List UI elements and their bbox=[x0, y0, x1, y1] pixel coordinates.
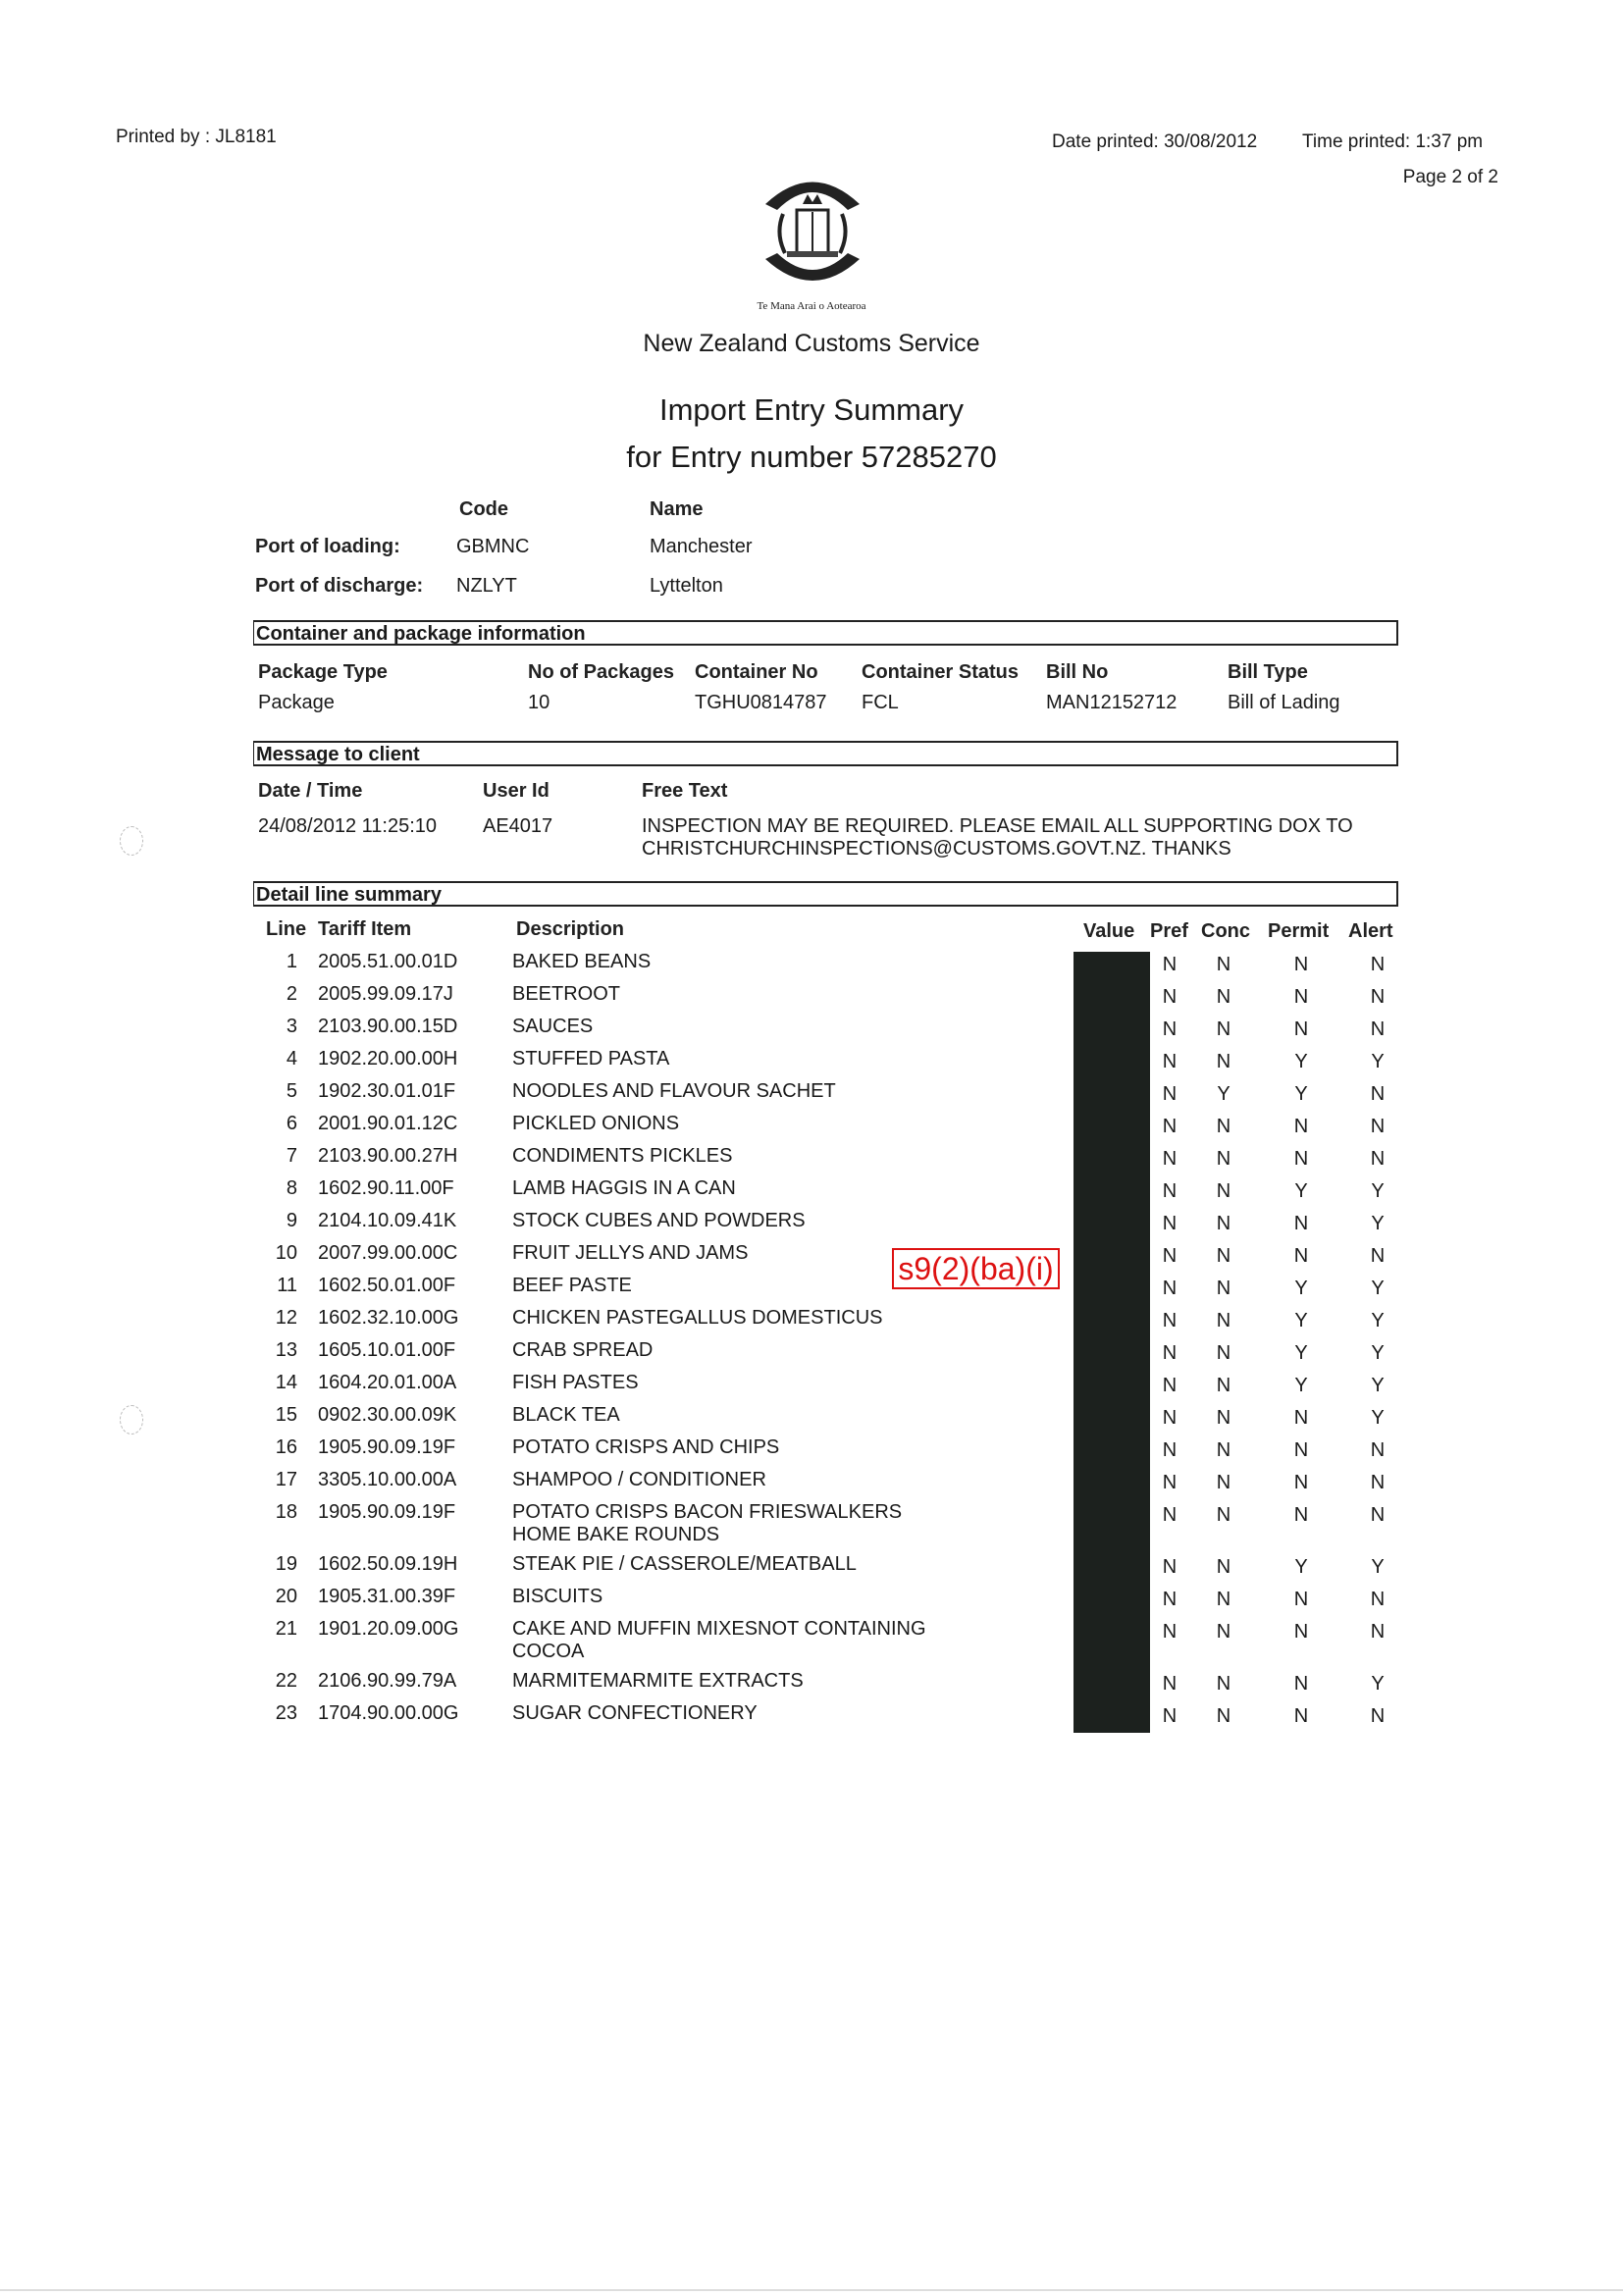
row-description: BEETROOT bbox=[512, 983, 621, 1005]
no-of-packages-header: No of Packages bbox=[528, 661, 674, 683]
row-permit-flag: N bbox=[1293, 1472, 1309, 1493]
date-time-header: Date / Time bbox=[258, 780, 363, 802]
message-date-time: 24/08/2012 11:25:10 bbox=[258, 815, 438, 837]
row-alert-flag: Y bbox=[1371, 1278, 1385, 1299]
row-pref-flag: N bbox=[1162, 1407, 1178, 1429]
row-conc-flag: N bbox=[1216, 1504, 1231, 1526]
row-pref-flag: N bbox=[1162, 1705, 1178, 1727]
row-description: STEAK PIE / CASSEROLE/MEATBALL bbox=[512, 1553, 857, 1575]
message-free-text-line2: CHRISTCHURCHINSPECTIONS@CUSTOMS.GOVT.NZ. THANKS bbox=[642, 838, 1231, 860]
row-description: PICKLED ONIONS bbox=[512, 1113, 680, 1134]
row-tariff-item: 2005.99.09.17J bbox=[318, 983, 453, 1005]
code-header: Code bbox=[459, 498, 508, 520]
row-pref-flag: N bbox=[1162, 1083, 1178, 1105]
value-column-redaction bbox=[1073, 952, 1150, 1733]
row-pref-flag: N bbox=[1162, 1439, 1178, 1461]
row-tariff-item: 2104.10.09.41K bbox=[318, 1210, 457, 1231]
row-pref-flag: N bbox=[1162, 1472, 1178, 1493]
row-line-number: 2 bbox=[286, 983, 297, 1005]
row-pref-flag: N bbox=[1162, 1213, 1178, 1234]
row-conc-flag: N bbox=[1216, 1116, 1231, 1137]
row-conc-flag: N bbox=[1216, 1705, 1231, 1727]
customs-crest-logo bbox=[754, 165, 871, 292]
row-permit-flag: Y bbox=[1294, 1278, 1308, 1299]
port-of-discharge-name: Lyttelton bbox=[650, 575, 723, 597]
package-type-value: Package bbox=[258, 692, 335, 713]
row-pref-flag: N bbox=[1162, 1589, 1178, 1610]
container-section-header bbox=[253, 620, 1398, 646]
row-alert-flag: N bbox=[1370, 1504, 1386, 1526]
row-alert-flag: N bbox=[1370, 954, 1386, 975]
punch-hole bbox=[120, 826, 143, 856]
row-alert-flag: N bbox=[1370, 1705, 1386, 1727]
row-tariff-item: 1902.30.01.01F bbox=[318, 1080, 456, 1102]
row-pref-flag: N bbox=[1162, 1018, 1178, 1040]
no-of-packages-value: 10 bbox=[528, 692, 550, 713]
row-description: STUFFED PASTA bbox=[512, 1048, 670, 1070]
row-tariff-item: 2106.90.99.79A bbox=[318, 1670, 457, 1692]
row-alert-flag: Y bbox=[1371, 1342, 1385, 1364]
row-permit-flag: N bbox=[1293, 1213, 1309, 1234]
row-alert-flag: N bbox=[1370, 1621, 1386, 1643]
row-permit-flag: Y bbox=[1294, 1083, 1308, 1105]
permit-header: Permit bbox=[1268, 920, 1330, 942]
value-header: Value bbox=[1083, 920, 1135, 942]
redaction-exemption-label: s9(2)(ba)(i) bbox=[892, 1248, 1060, 1289]
row-conc-flag: N bbox=[1216, 1310, 1231, 1331]
row-permit-flag: Y bbox=[1294, 1556, 1308, 1578]
row-tariff-item: 2001.90.01.12C bbox=[318, 1113, 458, 1134]
row-line-number: 10 bbox=[275, 1242, 297, 1264]
row-tariff-item: 1704.90.00.00G bbox=[318, 1702, 459, 1724]
row-line-number: 14 bbox=[275, 1372, 297, 1393]
row-line-number: 17 bbox=[275, 1469, 297, 1490]
row-description: MARMITEMARMITE EXTRACTS bbox=[512, 1670, 804, 1692]
user-id-header: User Id bbox=[483, 780, 550, 802]
row-tariff-item: 1602.90.11.00F bbox=[318, 1177, 454, 1199]
row-permit-flag: N bbox=[1293, 1705, 1309, 1727]
container-no-header: Container No bbox=[695, 661, 818, 683]
message-user-id: AE4017 bbox=[483, 815, 553, 837]
free-text-header: Free Text bbox=[642, 780, 728, 802]
row-description: POTATO CRISPS BACON FRIESWALKERS bbox=[512, 1501, 903, 1523]
row-line-number: 1 bbox=[286, 951, 297, 972]
row-description: POTATO CRISPS AND CHIPS bbox=[512, 1436, 780, 1458]
row-permit-flag: Y bbox=[1294, 1342, 1308, 1364]
row-pref-flag: N bbox=[1162, 954, 1178, 975]
row-description: CRAB SPREAD bbox=[512, 1339, 654, 1361]
row-description: CHICKEN PASTEGALLUS DOMESTICUS bbox=[512, 1307, 883, 1329]
motto: Te Mana Arai o Aotearoa bbox=[757, 300, 866, 312]
row-conc-flag: N bbox=[1216, 1673, 1231, 1695]
row-line-number: 6 bbox=[286, 1113, 297, 1134]
row-line-number: 3 bbox=[286, 1016, 297, 1037]
row-alert-flag: N bbox=[1370, 986, 1386, 1008]
row-description: COCOA bbox=[512, 1641, 585, 1662]
pref-header: Pref bbox=[1150, 920, 1188, 942]
row-description: SHAMPOO / CONDITIONER bbox=[512, 1469, 766, 1490]
row-pref-flag: N bbox=[1162, 986, 1178, 1008]
row-conc-flag: N bbox=[1216, 1407, 1231, 1429]
row-tariff-item: 2103.90.00.15D bbox=[318, 1016, 458, 1037]
port-of-loading-name: Manchester bbox=[650, 536, 753, 557]
port-of-discharge-code: NZLYT bbox=[456, 575, 517, 597]
row-alert-flag: Y bbox=[1371, 1556, 1385, 1578]
row-line-number: 8 bbox=[286, 1177, 297, 1199]
row-alert-flag: N bbox=[1370, 1245, 1386, 1267]
row-tariff-item: 1605.10.01.00F bbox=[318, 1339, 456, 1361]
date-printed: Date printed: 30/08/2012 bbox=[1052, 131, 1258, 152]
row-pref-flag: N bbox=[1162, 1180, 1178, 1202]
row-description: LAMB HAGGIS IN A CAN bbox=[512, 1177, 736, 1199]
row-description: SUGAR CONFECTIONERY bbox=[512, 1702, 758, 1724]
row-description: FRUIT JELLYS AND JAMS bbox=[512, 1242, 749, 1264]
row-tariff-item: 1602.50.09.19H bbox=[318, 1553, 458, 1575]
row-line-number: 18 bbox=[275, 1501, 297, 1523]
row-description: BLACK TEA bbox=[512, 1404, 620, 1426]
row-permit-flag: N bbox=[1293, 1116, 1309, 1137]
section-title: Container and package information bbox=[256, 623, 586, 645]
conc-header: Conc bbox=[1201, 920, 1250, 942]
row-alert-flag: Y bbox=[1371, 1375, 1385, 1396]
row-conc-flag: N bbox=[1216, 1342, 1231, 1364]
row-conc-flag: N bbox=[1216, 954, 1231, 975]
row-tariff-item: 0902.30.00.09K bbox=[318, 1404, 457, 1426]
row-alert-flag: Y bbox=[1371, 1673, 1385, 1695]
row-alert-flag: N bbox=[1370, 1018, 1386, 1040]
row-pref-flag: N bbox=[1162, 1375, 1178, 1396]
row-alert-flag: Y bbox=[1371, 1407, 1385, 1429]
row-pref-flag: N bbox=[1162, 1342, 1178, 1364]
row-description: STOCK CUBES AND POWDERS bbox=[512, 1210, 806, 1231]
organization-name: New Zealand Customs Service bbox=[643, 330, 980, 357]
row-pref-flag: N bbox=[1162, 1556, 1178, 1578]
port-of-discharge-label: Port of discharge: bbox=[255, 575, 424, 597]
message-section-header bbox=[253, 741, 1398, 766]
row-description: BEEF PASTE bbox=[512, 1275, 632, 1296]
row-description: BAKED BEANS bbox=[512, 951, 652, 972]
row-tariff-item: 1901.20.09.00G bbox=[318, 1618, 459, 1640]
row-line-number: 9 bbox=[286, 1210, 297, 1231]
row-tariff-item: 1905.90.09.19F bbox=[318, 1436, 456, 1458]
container-no-value: TGHU0814787 bbox=[695, 692, 827, 713]
row-conc-flag: N bbox=[1216, 1439, 1231, 1461]
row-conc-flag: N bbox=[1216, 1472, 1231, 1493]
row-permit-flag: Y bbox=[1294, 1375, 1308, 1396]
row-tariff-item: 1905.90.09.19F bbox=[318, 1501, 456, 1523]
row-description: HOME BAKE ROUNDS bbox=[512, 1524, 720, 1545]
container-status-value: FCL bbox=[862, 692, 899, 713]
port-of-loading-label: Port of loading: bbox=[255, 536, 400, 557]
row-conc-flag: N bbox=[1216, 1245, 1231, 1267]
page-number: Page 2 of 2 bbox=[1402, 167, 1498, 187]
row-permit-flag: N bbox=[1293, 1673, 1309, 1695]
row-alert-flag: N bbox=[1370, 1589, 1386, 1610]
row-conc-flag: N bbox=[1216, 1278, 1231, 1299]
detail-section-header bbox=[253, 881, 1398, 907]
row-conc-flag: N bbox=[1216, 1375, 1231, 1396]
name-header: Name bbox=[650, 498, 704, 520]
row-pref-flag: N bbox=[1162, 1116, 1178, 1137]
row-alert-flag: N bbox=[1370, 1472, 1386, 1493]
row-permit-flag: N bbox=[1293, 1407, 1309, 1429]
row-line-number: 7 bbox=[286, 1145, 297, 1167]
row-line-number: 23 bbox=[275, 1702, 297, 1724]
row-alert-flag: N bbox=[1370, 1439, 1386, 1461]
row-permit-flag: N bbox=[1293, 1148, 1309, 1170]
container-status-header: Container Status bbox=[862, 661, 1020, 683]
row-conc-flag: N bbox=[1216, 1148, 1231, 1170]
description-header: Description bbox=[516, 918, 625, 940]
page-subtitle: for Entry number 57285270 bbox=[626, 440, 997, 474]
row-tariff-item: 2007.99.00.00C bbox=[318, 1242, 458, 1264]
row-alert-flag: N bbox=[1370, 1116, 1386, 1137]
row-line-number: 15 bbox=[275, 1404, 297, 1426]
section-title: Message to client bbox=[256, 744, 420, 765]
row-pref-flag: N bbox=[1162, 1310, 1178, 1331]
row-pref-flag: N bbox=[1162, 1148, 1178, 1170]
tariff-item-header: Tariff Item bbox=[318, 918, 412, 940]
row-line-number: 13 bbox=[275, 1339, 297, 1361]
row-permit-flag: N bbox=[1293, 1439, 1309, 1461]
bill-no-header: Bill No bbox=[1046, 661, 1109, 683]
page-title: Import Entry Summary bbox=[658, 392, 965, 427]
package-type-header: Package Type bbox=[258, 661, 388, 683]
section-title: Detail line summary bbox=[256, 884, 442, 906]
row-conc-flag: N bbox=[1216, 1213, 1231, 1234]
row-line-number: 20 bbox=[275, 1586, 297, 1607]
row-permit-flag: Y bbox=[1294, 1180, 1308, 1202]
row-alert-flag: Y bbox=[1371, 1213, 1385, 1234]
row-line-number: 5 bbox=[286, 1080, 297, 1102]
printed-by: Printed by : JL8181 bbox=[116, 127, 277, 147]
row-alert-flag: Y bbox=[1371, 1180, 1385, 1202]
row-permit-flag: N bbox=[1293, 1245, 1309, 1267]
row-pref-flag: N bbox=[1162, 1504, 1178, 1526]
row-conc-flag: N bbox=[1216, 1180, 1231, 1202]
row-permit-flag: Y bbox=[1294, 1051, 1308, 1072]
row-description: CAKE AND MUFFIN MIXESNOT CONTAINING bbox=[512, 1618, 926, 1640]
row-tariff-item: 3305.10.00.00A bbox=[318, 1469, 457, 1490]
message-free-text-line1: INSPECTION MAY BE REQUIRED. PLEASE EMAIL ALL SUPPORTING DOX TO bbox=[642, 815, 1353, 837]
row-alert-flag: N bbox=[1370, 1083, 1386, 1105]
row-line-number: 21 bbox=[275, 1618, 297, 1640]
punch-hole bbox=[120, 1405, 143, 1435]
row-conc-flag: N bbox=[1216, 1018, 1231, 1040]
row-description: NOODLES AND FLAVOUR SACHET bbox=[512, 1080, 836, 1102]
row-alert-flag: N bbox=[1370, 1148, 1386, 1170]
row-line-number: 12 bbox=[275, 1307, 297, 1329]
row-description: BISCUITS bbox=[512, 1586, 603, 1607]
alert-header: Alert bbox=[1348, 920, 1393, 942]
row-tariff-item: 1604.20.01.00A bbox=[318, 1372, 457, 1393]
row-line-number: 11 bbox=[277, 1275, 297, 1296]
bill-type-value: Bill of Lading bbox=[1228, 692, 1340, 713]
row-description: SAUCES bbox=[512, 1016, 594, 1037]
row-tariff-item: 2103.90.00.27H bbox=[318, 1145, 458, 1167]
row-conc-flag: N bbox=[1216, 1589, 1231, 1610]
page-edge-line bbox=[0, 2289, 1623, 2291]
row-conc-flag: N bbox=[1216, 986, 1231, 1008]
row-line-number: 16 bbox=[275, 1436, 297, 1458]
row-permit-flag: N bbox=[1293, 986, 1309, 1008]
row-alert-flag: Y bbox=[1371, 1051, 1385, 1072]
row-tariff-item: 1902.20.00.00H bbox=[318, 1048, 458, 1070]
row-permit-flag: N bbox=[1293, 1589, 1309, 1610]
row-tariff-item: 2005.51.00.01D bbox=[318, 951, 458, 972]
row-permit-flag: N bbox=[1293, 1018, 1309, 1040]
bill-no-value: MAN12152712 bbox=[1046, 692, 1178, 713]
row-description: CONDIMENTS PICKLES bbox=[512, 1145, 733, 1167]
row-conc-flag: N bbox=[1216, 1621, 1231, 1643]
row-permit-flag: N bbox=[1293, 954, 1309, 975]
bill-type-header: Bill Type bbox=[1228, 661, 1308, 683]
row-tariff-item: 1602.50.01.00F bbox=[318, 1275, 456, 1296]
line-header: Line bbox=[266, 918, 307, 940]
row-alert-flag: Y bbox=[1371, 1310, 1385, 1331]
row-pref-flag: N bbox=[1162, 1621, 1178, 1643]
time-printed: Time printed: 1:37 pm bbox=[1302, 131, 1484, 152]
row-pref-flag: N bbox=[1162, 1245, 1178, 1267]
row-pref-flag: N bbox=[1162, 1051, 1178, 1072]
row-conc-flag: N bbox=[1216, 1556, 1231, 1578]
row-conc-flag: N bbox=[1216, 1051, 1231, 1072]
row-permit-flag: N bbox=[1293, 1504, 1309, 1526]
row-line-number: 22 bbox=[275, 1670, 297, 1692]
row-line-number: 19 bbox=[275, 1553, 297, 1575]
row-tariff-item: 1602.32.10.00G bbox=[318, 1307, 459, 1329]
port-of-loading-code: GBMNC bbox=[456, 536, 530, 557]
row-description: FISH PASTES bbox=[512, 1372, 639, 1393]
row-conc-flag: Y bbox=[1217, 1083, 1230, 1105]
row-pref-flag: N bbox=[1162, 1278, 1178, 1299]
row-permit-flag: N bbox=[1293, 1621, 1309, 1643]
row-tariff-item: 1905.31.00.39F bbox=[318, 1586, 456, 1607]
row-permit-flag: Y bbox=[1294, 1310, 1308, 1331]
row-line-number: 4 bbox=[286, 1048, 297, 1070]
row-pref-flag: N bbox=[1162, 1673, 1178, 1695]
